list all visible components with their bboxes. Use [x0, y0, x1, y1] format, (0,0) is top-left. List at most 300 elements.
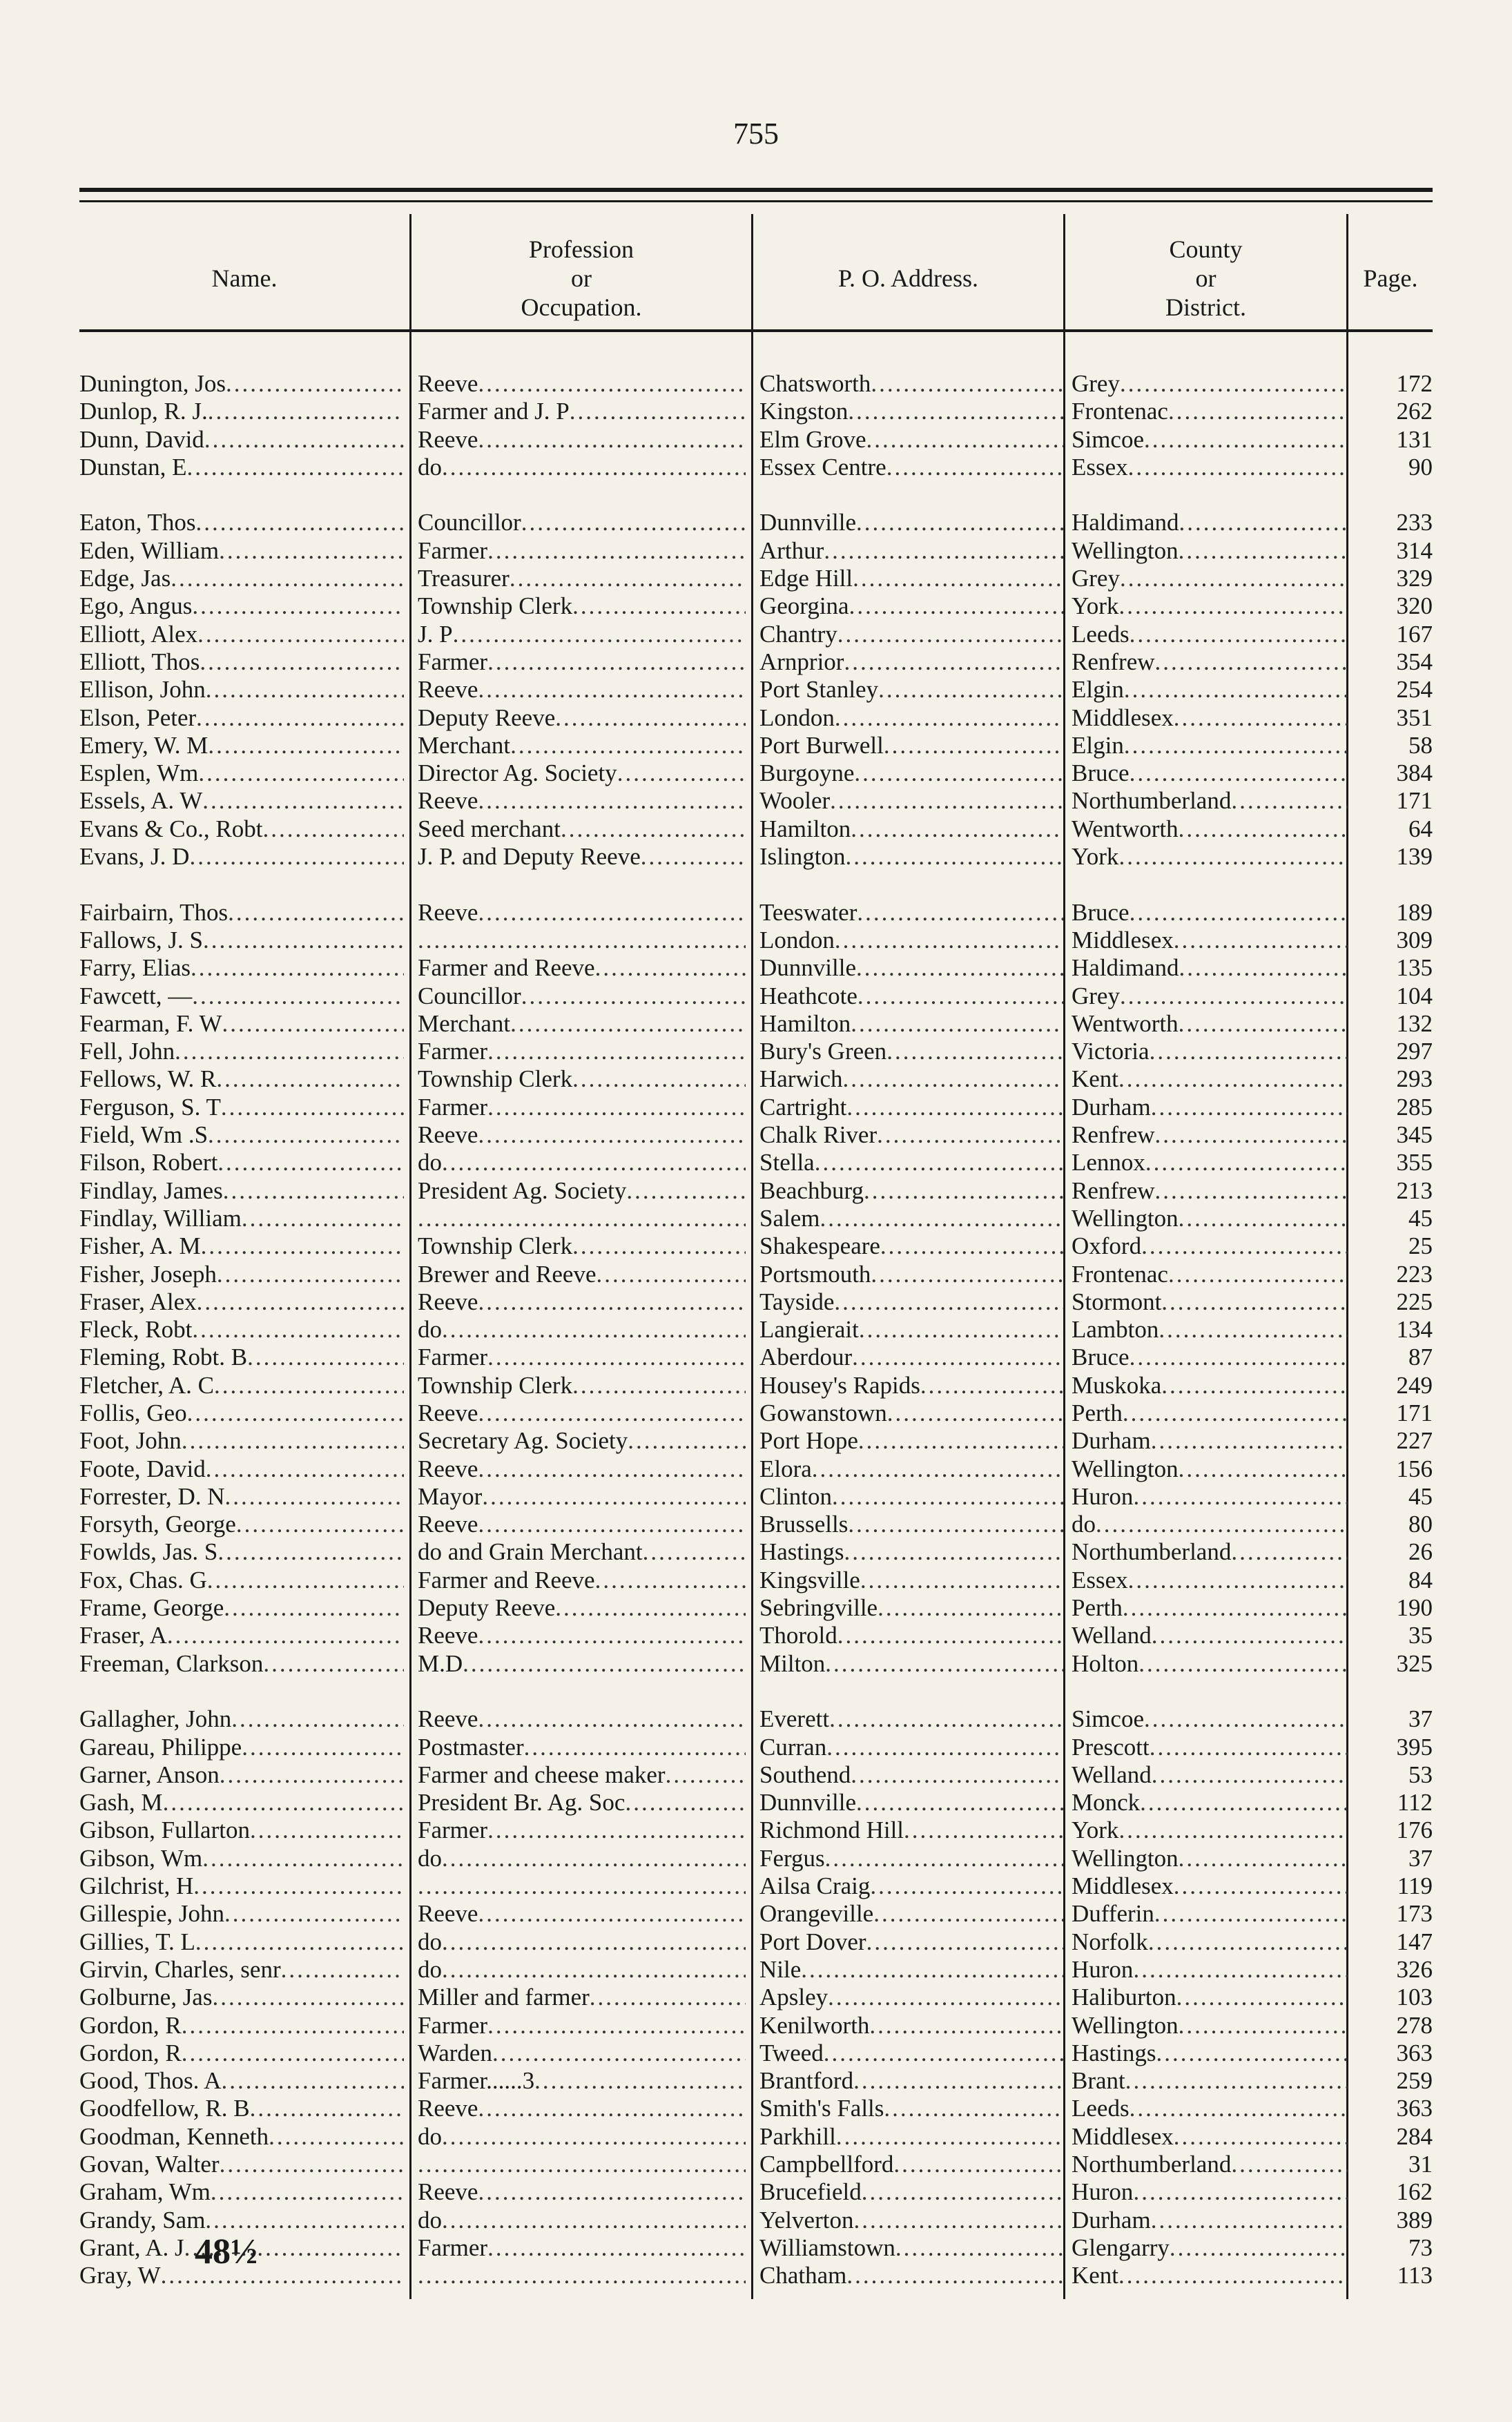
page-cell: 53 — [1408, 1761, 1433, 1788]
name-cell: Evans & Co., Robt ..... — [79, 815, 404, 843]
table-row — [0, 1232, 1512, 1260]
leader-dots — [844, 648, 1063, 676]
leader-dots — [1118, 1065, 1348, 1093]
header-page: Page. — [1363, 264, 1418, 292]
table-row — [0, 398, 1512, 425]
leader-dots — [208, 1121, 404, 1149]
name-cell: Fleck, Robt ..... — [79, 1316, 404, 1344]
leader-dots — [825, 1845, 1063, 1872]
page-cell: 131 — [1396, 425, 1433, 453]
table-row — [0, 2040, 1512, 2067]
page-cell: 354 — [1396, 648, 1433, 675]
page-cell: 104 — [1396, 982, 1433, 1009]
page-cell: 134 — [1396, 1316, 1433, 1344]
address-cell: Cartright ..... — [759, 1094, 1063, 1121]
leader-dots — [1156, 2040, 1348, 2067]
leader-dots — [878, 1594, 1063, 1622]
county-cell: Perth ..... — [1072, 1399, 1348, 1427]
profession-cell: Township Clerk ..... — [418, 1372, 746, 1399]
leader-dots — [1144, 1705, 1348, 1733]
table-row — [0, 1455, 1512, 1483]
profession-cell: Farmer and J. P ..... — [418, 398, 746, 425]
name-cell: Gareau, Philippe ..... — [79, 1734, 404, 1761]
profession-cell: Farmer and Reeve ..... — [418, 954, 746, 982]
leader-dots — [1133, 2178, 1348, 2206]
leader-dots — [247, 1344, 404, 1371]
address-cell: Heathcote ..... — [759, 982, 1063, 1010]
leader-dots — [192, 982, 404, 1010]
address-cell: Wooler ..... — [759, 787, 1063, 815]
leader-dots — [453, 621, 746, 648]
leader-dots — [1170, 2234, 1348, 2262]
leader-dots — [202, 787, 404, 815]
leader-dots — [478, 1705, 746, 1733]
table-row — [0, 1121, 1512, 1149]
profession-cell: do ..... — [418, 454, 746, 481]
page-cell: 395 — [1396, 1733, 1433, 1761]
profession-cell: Farmer ..... — [418, 2234, 746, 2262]
county-cell: Prescott ..... — [1072, 1734, 1348, 1761]
leader-dots — [187, 454, 404, 481]
profession-cell: Reeve ..... — [418, 1399, 746, 1427]
page-cell: 103 — [1396, 1984, 1433, 2011]
name-cell: Fraser, A ..... — [79, 1622, 404, 1649]
profession-cell — [418, 2262, 746, 2289]
leader-dots — [217, 1149, 404, 1176]
county-cell: Kent ..... — [1072, 1065, 1348, 1093]
leader-dots — [1174, 927, 1348, 954]
leader-dots — [572, 1232, 746, 1260]
county-cell: Wentworth ..... — [1072, 1010, 1348, 1038]
leader-dots — [521, 982, 746, 1010]
profession-cell: Merchant ..... — [418, 732, 746, 759]
group-spacer — [0, 481, 1512, 509]
table-row — [0, 1205, 1512, 1232]
leader-dots — [418, 1205, 746, 1232]
address-cell: Chalk River ..... — [759, 1121, 1063, 1149]
address-cell: Teeswater ..... — [759, 899, 1063, 927]
address-cell: Elora ..... — [759, 1455, 1063, 1483]
page-cell: 87 — [1408, 1344, 1433, 1371]
name-cell: Ellison, John ..... — [79, 676, 404, 704]
county-cell: Bruce ..... — [1072, 1344, 1348, 1371]
leader-dots — [1179, 815, 1348, 843]
page-cell: 139 — [1396, 843, 1433, 871]
table-row — [0, 1261, 1512, 1288]
page-cell: 345 — [1396, 1121, 1433, 1149]
profession-cell: do ..... — [418, 1845, 746, 1872]
page-cell: 320 — [1396, 592, 1433, 620]
page-cell: 285 — [1396, 1093, 1433, 1121]
profession-cell — [418, 927, 746, 954]
address-cell: Richmond Hill ..... — [759, 1816, 1063, 1844]
table-row — [0, 815, 1512, 843]
leader-dots — [189, 843, 404, 871]
leader-dots — [1125, 2067, 1348, 2095]
page-cell: 167 — [1396, 620, 1433, 648]
name-cell: Goodfellow, R. B ..... — [79, 2095, 404, 2122]
table-row — [0, 1872, 1512, 1900]
page-cell: 73 — [1408, 2234, 1433, 2261]
leader-dots — [196, 509, 404, 536]
page-cell: 314 — [1396, 536, 1433, 564]
profession-cell: Farmer ..... — [418, 648, 746, 676]
leader-dots — [231, 1705, 404, 1733]
page-cell: 351 — [1396, 704, 1433, 731]
profession-cell: do ..... — [418, 1956, 746, 1984]
leader-dots — [442, 2207, 746, 2234]
name-cell: Gallagher, John ..... — [79, 1705, 404, 1733]
leader-dots — [1148, 1928, 1348, 1956]
name-cell: Fletcher, A. C ..... — [79, 1372, 404, 1399]
name-cell: Garner, Anson ..... — [79, 1761, 404, 1789]
profession-cell: Reeve ..... — [418, 1455, 746, 1483]
address-cell: Elm Grove ..... — [759, 426, 1063, 454]
leader-dots — [478, 1121, 746, 1149]
leader-dots — [848, 398, 1063, 425]
page-cell: 293 — [1396, 1065, 1433, 1093]
county-cell: Frontenac ..... — [1072, 1261, 1348, 1288]
header-address: P. O. Address. — [837, 264, 979, 292]
leader-dots — [262, 815, 404, 843]
table-row — [0, 509, 1512, 536]
county-cell: Wellington ..... — [1072, 1845, 1348, 1872]
leader-dots — [871, 370, 1063, 398]
profession-cell: do ..... — [418, 2123, 746, 2151]
table-row — [0, 1594, 1512, 1622]
county-cell: Lennox ..... — [1072, 1149, 1348, 1176]
name-cell: Golburne, Jas ..... — [79, 1984, 404, 2011]
leader-dots — [442, 2123, 746, 2151]
leader-dots — [524, 1734, 746, 1761]
county-cell: Haliburton ..... — [1072, 1984, 1348, 2011]
profession-cell: Farmer and Reeve ..... — [418, 1567, 746, 1594]
header-profession: Profession or Occupation. — [521, 235, 642, 321]
table-row — [0, 1344, 1512, 1371]
table-row — [0, 954, 1512, 982]
leader-dots — [263, 1650, 404, 1678]
profession-cell: Warden ..... — [418, 2040, 746, 2067]
leader-dots — [478, 1900, 746, 1928]
address-cell: Ailsa Craig ..... — [759, 1872, 1063, 1900]
leader-dots — [182, 2040, 404, 2067]
leader-dots — [1118, 592, 1348, 620]
leader-dots — [487, 1344, 746, 1371]
name-cell: Field, Wm .S ..... — [79, 1121, 404, 1149]
address-cell: Aberdour ..... — [759, 1344, 1063, 1371]
county-cell: Renfrew ..... — [1072, 648, 1348, 676]
leader-dots — [478, 676, 746, 704]
table-row — [0, 1900, 1512, 1928]
profession-cell: President Ag. Society ..... — [418, 1177, 746, 1205]
table-row — [0, 1816, 1512, 1844]
county-cell: Essex ..... — [1072, 1567, 1348, 1594]
address-cell: Arthur ..... — [759, 537, 1063, 565]
profession-cell: Reeve ..... — [418, 676, 746, 704]
profession-cell: Reeve ..... — [418, 1288, 746, 1316]
leader-dots — [192, 1316, 404, 1344]
page-cell: 384 — [1396, 759, 1433, 787]
name-cell: Gibson, Wm ..... — [79, 1845, 404, 1872]
profession-cell: Director Ag. Society ..... — [418, 759, 746, 787]
leader-dots — [830, 787, 1063, 815]
table-row — [0, 1483, 1512, 1511]
leader-dots — [853, 2207, 1063, 2234]
name-cell: Foot, John ..... — [79, 1427, 404, 1455]
county-cell: York ..... — [1072, 592, 1348, 620]
address-cell: Beachburg ..... — [759, 1177, 1063, 1205]
leader-dots — [666, 1761, 746, 1789]
county-cell: Durham ..... — [1072, 1427, 1348, 1455]
leader-dots — [510, 565, 746, 592]
address-cell: Edge Hill ..... — [759, 565, 1063, 592]
table-row — [0, 565, 1512, 592]
leader-dots — [463, 1650, 746, 1678]
profession-cell: Brewer and Reeve ..... — [418, 1261, 746, 1288]
leader-dots — [893, 2151, 1063, 2178]
table-row — [0, 1622, 1512, 1649]
leader-dots — [1231, 1538, 1348, 1566]
address-cell: Nile ..... — [759, 1956, 1063, 1984]
leader-dots — [442, 454, 746, 481]
page-cell: 225 — [1396, 1288, 1433, 1315]
leader-dots — [1123, 1594, 1348, 1622]
county-cell: Muskoka ..... — [1072, 1372, 1348, 1399]
name-cell: Elliott, Thos ..... — [79, 648, 404, 676]
name-cell: Fearman, F. W ..... — [79, 1010, 404, 1038]
table-row — [0, 1149, 1512, 1176]
leader-dots — [1159, 1316, 1348, 1344]
county-cell: Wellington ..... — [1072, 1205, 1348, 1232]
address-cell: Georgina ..... — [759, 592, 1063, 620]
profession-cell: Seed merchant ..... — [418, 815, 746, 843]
leader-dots — [1128, 1567, 1348, 1594]
table-row — [0, 1065, 1512, 1093]
leader-dots — [1155, 1177, 1348, 1205]
name-cell: Ego, Angus ..... — [79, 592, 404, 620]
leader-dots — [561, 815, 746, 843]
profession-cell: Reeve ..... — [418, 2178, 746, 2206]
page-cell: 80 — [1408, 1511, 1433, 1538]
name-cell: Findlay, James ..... — [79, 1177, 404, 1205]
leader-dots — [1179, 1455, 1348, 1483]
leader-dots — [1155, 648, 1348, 676]
leader-dots — [1179, 1010, 1348, 1038]
address-cell: Kingston ..... — [759, 398, 1063, 425]
county-cell: York ..... — [1072, 843, 1348, 871]
leader-dots — [198, 759, 404, 787]
leader-dots — [596, 1261, 746, 1288]
leader-dots — [1138, 1650, 1348, 1678]
table-row — [0, 2012, 1512, 2040]
page-cell: 278 — [1396, 2011, 1433, 2039]
leader-dots — [219, 537, 404, 565]
table-row — [0, 982, 1512, 1010]
table-row — [0, 787, 1512, 815]
leader-dots — [887, 1399, 1063, 1427]
leader-dots — [572, 592, 746, 620]
table-row — [0, 1984, 1512, 2011]
address-cell: Essex Centre ..... — [759, 454, 1063, 481]
address-cell: Stella ..... — [759, 1149, 1063, 1176]
leader-dots — [852, 1344, 1063, 1371]
leader-dots — [1120, 982, 1348, 1010]
table-row — [0, 1010, 1512, 1038]
county-cell: Huron ..... — [1072, 1956, 1348, 1984]
leader-dots — [570, 398, 746, 425]
leader-dots — [851, 1761, 1063, 1789]
leader-dots — [1152, 1761, 1348, 1789]
page-cell: 309 — [1396, 926, 1433, 953]
page-cell: 363 — [1396, 2095, 1433, 2122]
leader-dots — [1144, 426, 1348, 454]
county-cell: Lambton ..... — [1072, 1316, 1348, 1344]
address-cell: Salem ..... — [759, 1205, 1063, 1232]
county-cell: Northumberland ..... — [1072, 787, 1348, 815]
table-row — [0, 2123, 1512, 2151]
leader-dots — [187, 1399, 404, 1427]
leader-dots — [572, 1372, 746, 1399]
page-cell: 135 — [1396, 954, 1433, 982]
page-cell: 112 — [1397, 1789, 1433, 1816]
leader-dots — [555, 1594, 746, 1622]
leader-dots — [171, 565, 404, 592]
name-cell: Dunington, Jos ..... — [79, 370, 404, 398]
table-row — [0, 1372, 1512, 1399]
leader-dots — [829, 1705, 1063, 1733]
leader-dots — [1150, 1734, 1348, 1761]
table-row — [0, 2067, 1512, 2095]
name-cell: Fallows, J. S ..... — [79, 927, 404, 954]
table-row — [0, 1399, 1512, 1427]
county-cell: Kent ..... — [1072, 2262, 1348, 2289]
leader-dots — [192, 592, 404, 620]
leader-dots — [487, 1038, 746, 1065]
name-cell: Gray, W ..... — [79, 2262, 404, 2289]
address-cell: Burgoyne ..... — [759, 759, 1063, 787]
profession-cell: Reeve ..... — [418, 1622, 746, 1649]
leader-dots — [418, 2151, 746, 2178]
table-row — [0, 2095, 1512, 2122]
table-row — [0, 732, 1512, 759]
county-cell: Bruce ..... — [1072, 759, 1348, 787]
address-cell: Port Hope ..... — [759, 1427, 1063, 1455]
leader-dots — [206, 1455, 404, 1483]
leader-dots — [555, 704, 746, 732]
header-bottom-rule — [79, 329, 1433, 332]
profession-cell: Farmer ..... — [418, 1344, 746, 1371]
address-cell: Langierait ..... — [759, 1316, 1063, 1344]
leader-dots — [478, 1399, 746, 1427]
leader-dots — [224, 1900, 404, 1928]
leader-dots — [217, 1261, 404, 1288]
table-row — [0, 1288, 1512, 1316]
profession-cell: Farmer ..... — [418, 1094, 746, 1121]
name-cell: Edge, Jas ..... — [79, 565, 404, 592]
leader-dots — [1174, 2123, 1348, 2151]
leader-dots — [1123, 1399, 1348, 1427]
profession-cell: Deputy Reeve ..... — [418, 1594, 746, 1622]
leader-dots — [221, 1094, 404, 1121]
leader-dots — [492, 2040, 746, 2067]
page-cell: 326 — [1396, 1955, 1433, 1983]
leader-dots — [224, 1594, 404, 1622]
profession-cell: Farmer and cheese maker ..... — [418, 1761, 746, 1789]
leader-dots — [442, 1316, 746, 1344]
leader-dots — [834, 1288, 1063, 1316]
leader-dots — [837, 1622, 1063, 1649]
address-cell: Arnprior ..... — [759, 648, 1063, 676]
name-cell: Esplen, Wm ..... — [79, 759, 404, 787]
address-cell: Chatsworth ..... — [759, 370, 1063, 398]
leader-dots — [206, 676, 404, 704]
leader-dots — [207, 1567, 404, 1594]
name-cell: Fairbairn, Thos ..... — [79, 899, 404, 927]
leader-dots — [202, 1845, 404, 1872]
page-cell: 171 — [1396, 1399, 1433, 1426]
leader-dots — [418, 2262, 746, 2289]
leader-dots — [820, 1205, 1063, 1232]
county-cell: Glengarry ..... — [1072, 2234, 1348, 2262]
profession-cell: Mayor ..... — [418, 1483, 746, 1511]
county-cell: Durham ..... — [1072, 1094, 1348, 1121]
leader-dots — [200, 648, 404, 676]
leader-dots — [869, 2012, 1063, 2040]
leader-dots — [871, 1261, 1063, 1288]
leader-dots — [853, 565, 1063, 592]
leader-dots — [1118, 1816, 1348, 1844]
address-cell: Southend ..... — [759, 1761, 1063, 1789]
leader-dots — [197, 621, 404, 648]
name-cell: Gibson, Fullarton ..... — [79, 1816, 404, 1844]
page-cell: 223 — [1396, 1260, 1433, 1288]
leader-dots — [478, 426, 746, 454]
county-cell: Holton ..... — [1072, 1650, 1348, 1678]
county-cell: Hastings ..... — [1072, 2040, 1348, 2067]
name-cell: Dunn, David ..... — [79, 426, 404, 454]
name-cell: Ferguson, S. T ..... — [79, 1094, 404, 1121]
leader-dots — [217, 1538, 404, 1566]
name-cell: Filson, Robert ..... — [79, 1149, 404, 1176]
leader-dots — [418, 927, 746, 954]
leader-dots — [510, 1010, 746, 1038]
leader-dots — [1130, 2095, 1348, 2122]
leader-dots — [1231, 2151, 1348, 2178]
county-cell: Wellington ..... — [1072, 1455, 1348, 1483]
address-cell: London ..... — [759, 704, 1063, 732]
leader-dots — [163, 1789, 404, 1816]
leader-dots — [1130, 759, 1348, 787]
profession-cell: Postmaster ..... — [418, 1734, 746, 1761]
leader-dots — [824, 2040, 1063, 2067]
leader-dots — [860, 1567, 1063, 1594]
leader-dots — [832, 1483, 1063, 1511]
leader-dots — [1179, 1205, 1348, 1232]
profession-cell: Merchant ..... — [418, 1010, 746, 1038]
table-row — [0, 1427, 1512, 1455]
page-cell: 84 — [1408, 1566, 1433, 1593]
leader-dots — [442, 1845, 746, 1872]
leader-dots — [848, 1511, 1063, 1538]
name-cell: Fraser, Alex ..... — [79, 1288, 404, 1316]
page-cell: 37 — [1408, 1844, 1433, 1872]
leader-dots — [920, 1372, 1063, 1399]
address-cell: Tayside ..... — [759, 1288, 1063, 1316]
name-cell: Fisher, A. M ..... — [79, 1232, 404, 1260]
county-cell: Simcoe ..... — [1072, 426, 1348, 454]
page-cell: 389 — [1396, 2206, 1433, 2234]
leader-dots — [510, 732, 746, 759]
